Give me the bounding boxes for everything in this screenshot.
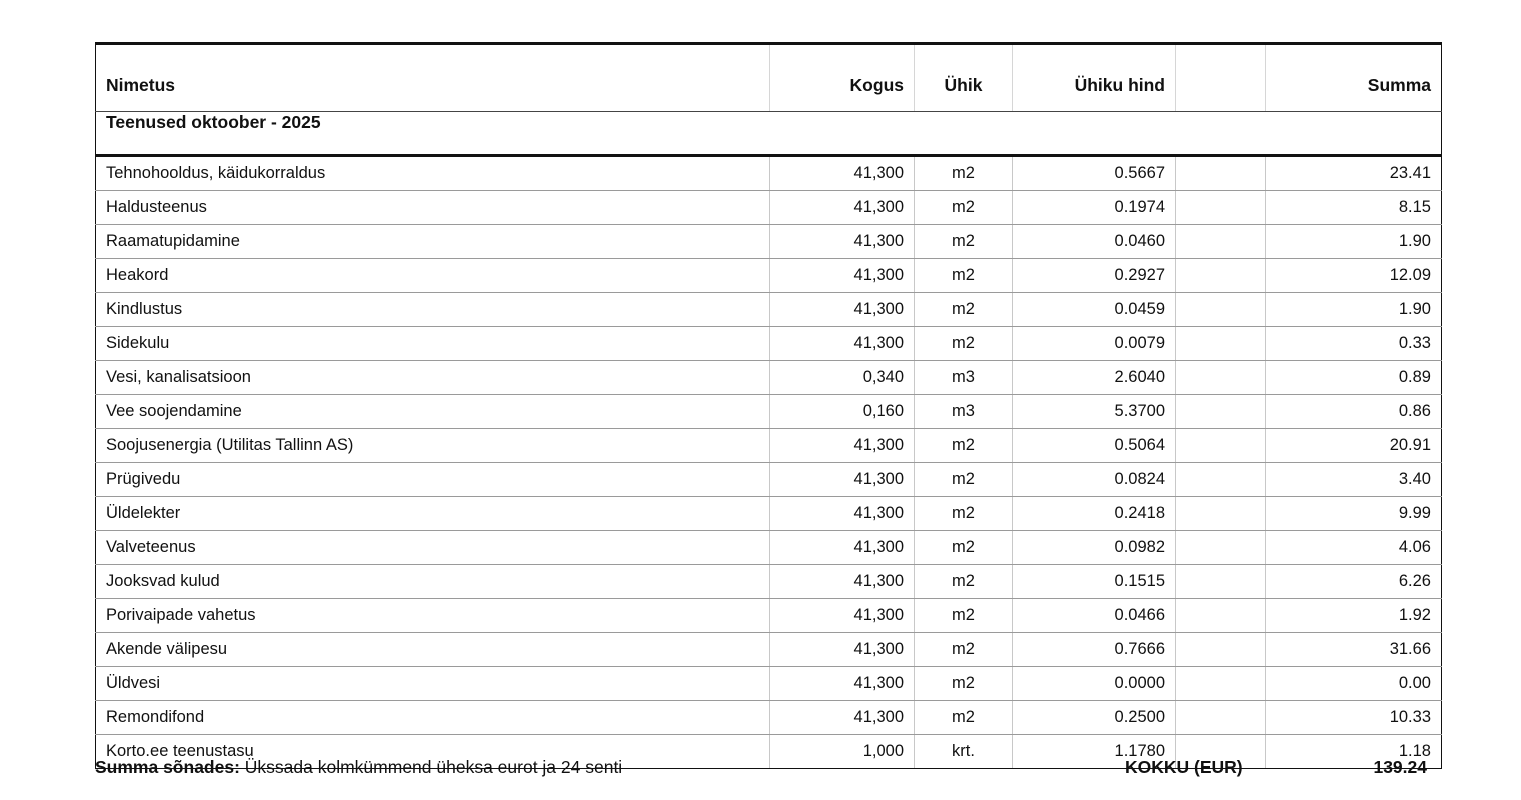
- cell-unit-price: 0.5667: [1013, 156, 1176, 191]
- section-title: Teenused oktoober - 2025: [96, 112, 1442, 156]
- cell-name: Remondifond: [96, 701, 770, 735]
- cell-unit-price: 0.7666: [1013, 633, 1176, 667]
- table-row: [96, 293, 1442, 327]
- cell-sum: 12.09: [1266, 259, 1442, 293]
- cell-sum: 1.90: [1266, 293, 1442, 327]
- cell-unit: m3: [915, 395, 1013, 429]
- cell-unit-price: 5.3700: [1013, 395, 1176, 429]
- cell-unit-price: 0.2500: [1013, 701, 1176, 735]
- cell-sum: 31.66: [1266, 633, 1442, 667]
- cell-name: Kindlustus: [96, 293, 770, 327]
- table-row: [96, 497, 1442, 531]
- cell-sum: 1.18: [1266, 735, 1442, 769]
- cell-name: Raamatupidamine: [96, 225, 770, 259]
- cell-quantity: 41,300: [770, 259, 915, 293]
- cell-blank: [1176, 531, 1266, 565]
- cell-name: Prügivedu: [96, 463, 770, 497]
- cell-blank: [1176, 156, 1266, 191]
- cell-unit: m2: [915, 327, 1013, 361]
- cell-unit: m2: [915, 531, 1013, 565]
- table-row: [96, 156, 1442, 191]
- cell-unit-price: 0.0079: [1013, 327, 1176, 361]
- cell-quantity: 41,300: [770, 497, 915, 531]
- cell-name: Heakord: [96, 259, 770, 293]
- cell-quantity: 41,300: [770, 156, 915, 191]
- cell-blank: [1176, 293, 1266, 327]
- table-row: [96, 463, 1442, 497]
- cell-quantity: 41,300: [770, 599, 915, 633]
- cell-blank: [1176, 463, 1266, 497]
- table-row: [96, 395, 1442, 429]
- cell-blank: [1176, 701, 1266, 735]
- cell-quantity: 41,300: [770, 191, 915, 225]
- table-row: [96, 667, 1442, 701]
- table-row: [96, 191, 1442, 225]
- cell-sum: 9.99: [1266, 497, 1442, 531]
- table-row: [96, 429, 1442, 463]
- cell-unit: m2: [915, 497, 1013, 531]
- cell-quantity: 41,300: [770, 565, 915, 599]
- cell-unit: m2: [915, 667, 1013, 701]
- cell-unit: krt.: [915, 735, 1013, 769]
- cell-blank: [1176, 497, 1266, 531]
- cell-sum: 6.26: [1266, 565, 1442, 599]
- cell-unit-price: 2.6040: [1013, 361, 1176, 395]
- cell-blank: [1176, 429, 1266, 463]
- cell-unit: m2: [915, 599, 1013, 633]
- cell-unit: m2: [915, 225, 1013, 259]
- cell-unit-price: 0.2418: [1013, 497, 1176, 531]
- sum-in-words-label: Summa sõnades:: [95, 757, 240, 777]
- cell-unit: m2: [915, 633, 1013, 667]
- cell-blank: [1176, 599, 1266, 633]
- cell-quantity: 41,300: [770, 327, 915, 361]
- cell-name: Vee soojendamine: [96, 395, 770, 429]
- cell-unit-price: 1.1780: [1013, 735, 1176, 769]
- cell-name: Korto.ee teenustasu: [96, 735, 770, 769]
- cell-blank: [1176, 259, 1266, 293]
- sum-in-words: [95, 757, 622, 778]
- cell-unit-price: 0.2927: [1013, 259, 1176, 293]
- cell-unit: m2: [915, 293, 1013, 327]
- table-row: [96, 633, 1442, 667]
- table-row: [96, 565, 1442, 599]
- cell-unit: m2: [915, 463, 1013, 497]
- cell-blank: [1176, 633, 1266, 667]
- cell-name: Jooksvad kulud: [96, 565, 770, 599]
- table-header-row: [96, 44, 1442, 112]
- cell-unit-price: 0.0824: [1013, 463, 1176, 497]
- cell-sum: 20.91: [1266, 429, 1442, 463]
- cell-quantity: 41,300: [770, 463, 915, 497]
- cell-sum: 0.86: [1266, 395, 1442, 429]
- cell-blank: [1176, 565, 1266, 599]
- cell-unit: m3: [915, 361, 1013, 395]
- header-unit-price: Ühiku hind: [1013, 44, 1176, 112]
- cell-sum: 0.00: [1266, 667, 1442, 701]
- table-row: [96, 327, 1442, 361]
- cell-quantity: 0,160: [770, 395, 915, 429]
- table-row: [96, 225, 1442, 259]
- cell-name: Üldvesi: [96, 667, 770, 701]
- cell-unit: m2: [915, 259, 1013, 293]
- header-unit: Ühik: [915, 44, 1013, 112]
- cell-quantity: 41,300: [770, 667, 915, 701]
- table-row: [96, 361, 1442, 395]
- total-label: KOKKU (EUR): [1125, 757, 1243, 777]
- cell-unit-price: 0.0000: [1013, 667, 1176, 701]
- cell-sum: 3.40: [1266, 463, 1442, 497]
- cell-name: Soojusenergia (Utilitas Tallinn AS): [96, 429, 770, 463]
- cell-name: Haldusteenus: [96, 191, 770, 225]
- cell-unit: m2: [915, 156, 1013, 191]
- cell-unit-price: 0.1974: [1013, 191, 1176, 225]
- cell-unit: m2: [915, 565, 1013, 599]
- invoice-footer: [95, 757, 1441, 783]
- cell-sum: 1.90: [1266, 225, 1442, 259]
- cell-name: Tehnohooldus, käidukorraldus: [96, 156, 770, 191]
- cell-blank: [1176, 191, 1266, 225]
- cell-name: Akende välipesu: [96, 633, 770, 667]
- cell-sum: 0.33: [1266, 327, 1442, 361]
- cell-name: Üldelekter: [96, 497, 770, 531]
- cell-quantity: 0,340: [770, 361, 915, 395]
- cell-quantity: 41,300: [770, 633, 915, 667]
- table-row: [96, 701, 1442, 735]
- cell-unit-price: 0.5064: [1013, 429, 1176, 463]
- cell-unit-price: 0.1515: [1013, 565, 1176, 599]
- cell-unit: m2: [915, 191, 1013, 225]
- header-name: Nimetus: [96, 44, 770, 112]
- cell-unit-price: 0.0460: [1013, 225, 1176, 259]
- cell-sum: 23.41: [1266, 156, 1442, 191]
- cell-sum: 8.15: [1266, 191, 1442, 225]
- cell-quantity: 41,300: [770, 293, 915, 327]
- cell-quantity: 41,300: [770, 429, 915, 463]
- cell-name: Vesi, kanalisatsioon: [96, 361, 770, 395]
- total-value: 139.24: [1373, 757, 1427, 777]
- cell-unit: m2: [915, 429, 1013, 463]
- cell-quantity: 1,000: [770, 735, 915, 769]
- cell-unit-price: 0.0466: [1013, 599, 1176, 633]
- section-row: [96, 112, 1442, 156]
- sum-in-words-value: Ükssada kolmkümmend üheksa eurot ja 24 senti: [244, 757, 623, 777]
- cell-sum: 4.06: [1266, 531, 1442, 565]
- table-row: [96, 531, 1442, 565]
- table-body: [96, 156, 1442, 769]
- cell-sum: 10.33: [1266, 701, 1442, 735]
- cell-blank: [1176, 327, 1266, 361]
- cell-blank: [1176, 225, 1266, 259]
- cell-name: Valveteenus: [96, 531, 770, 565]
- cell-quantity: 41,300: [770, 225, 915, 259]
- cell-name: Sidekulu: [96, 327, 770, 361]
- cell-unit: m2: [915, 701, 1013, 735]
- cell-sum: 1.92: [1266, 599, 1442, 633]
- cell-unit-price: 0.0459: [1013, 293, 1176, 327]
- cell-name: Porivaipade vahetus: [96, 599, 770, 633]
- cell-sum: 0.89: [1266, 361, 1442, 395]
- cell-blank: [1176, 361, 1266, 395]
- invoice-table: [95, 42, 1442, 769]
- cell-blank: [1176, 667, 1266, 701]
- header-blank: [1176, 44, 1266, 112]
- invoice-table-container: [95, 42, 1441, 769]
- cell-quantity: 41,300: [770, 701, 915, 735]
- table-row: [96, 599, 1442, 633]
- table-row: [96, 259, 1442, 293]
- cell-quantity: 41,300: [770, 531, 915, 565]
- cell-blank: [1176, 395, 1266, 429]
- header-sum: Summa: [1266, 44, 1442, 112]
- cell-unit-price: 0.0982: [1013, 531, 1176, 565]
- header-quantity: Kogus: [770, 44, 915, 112]
